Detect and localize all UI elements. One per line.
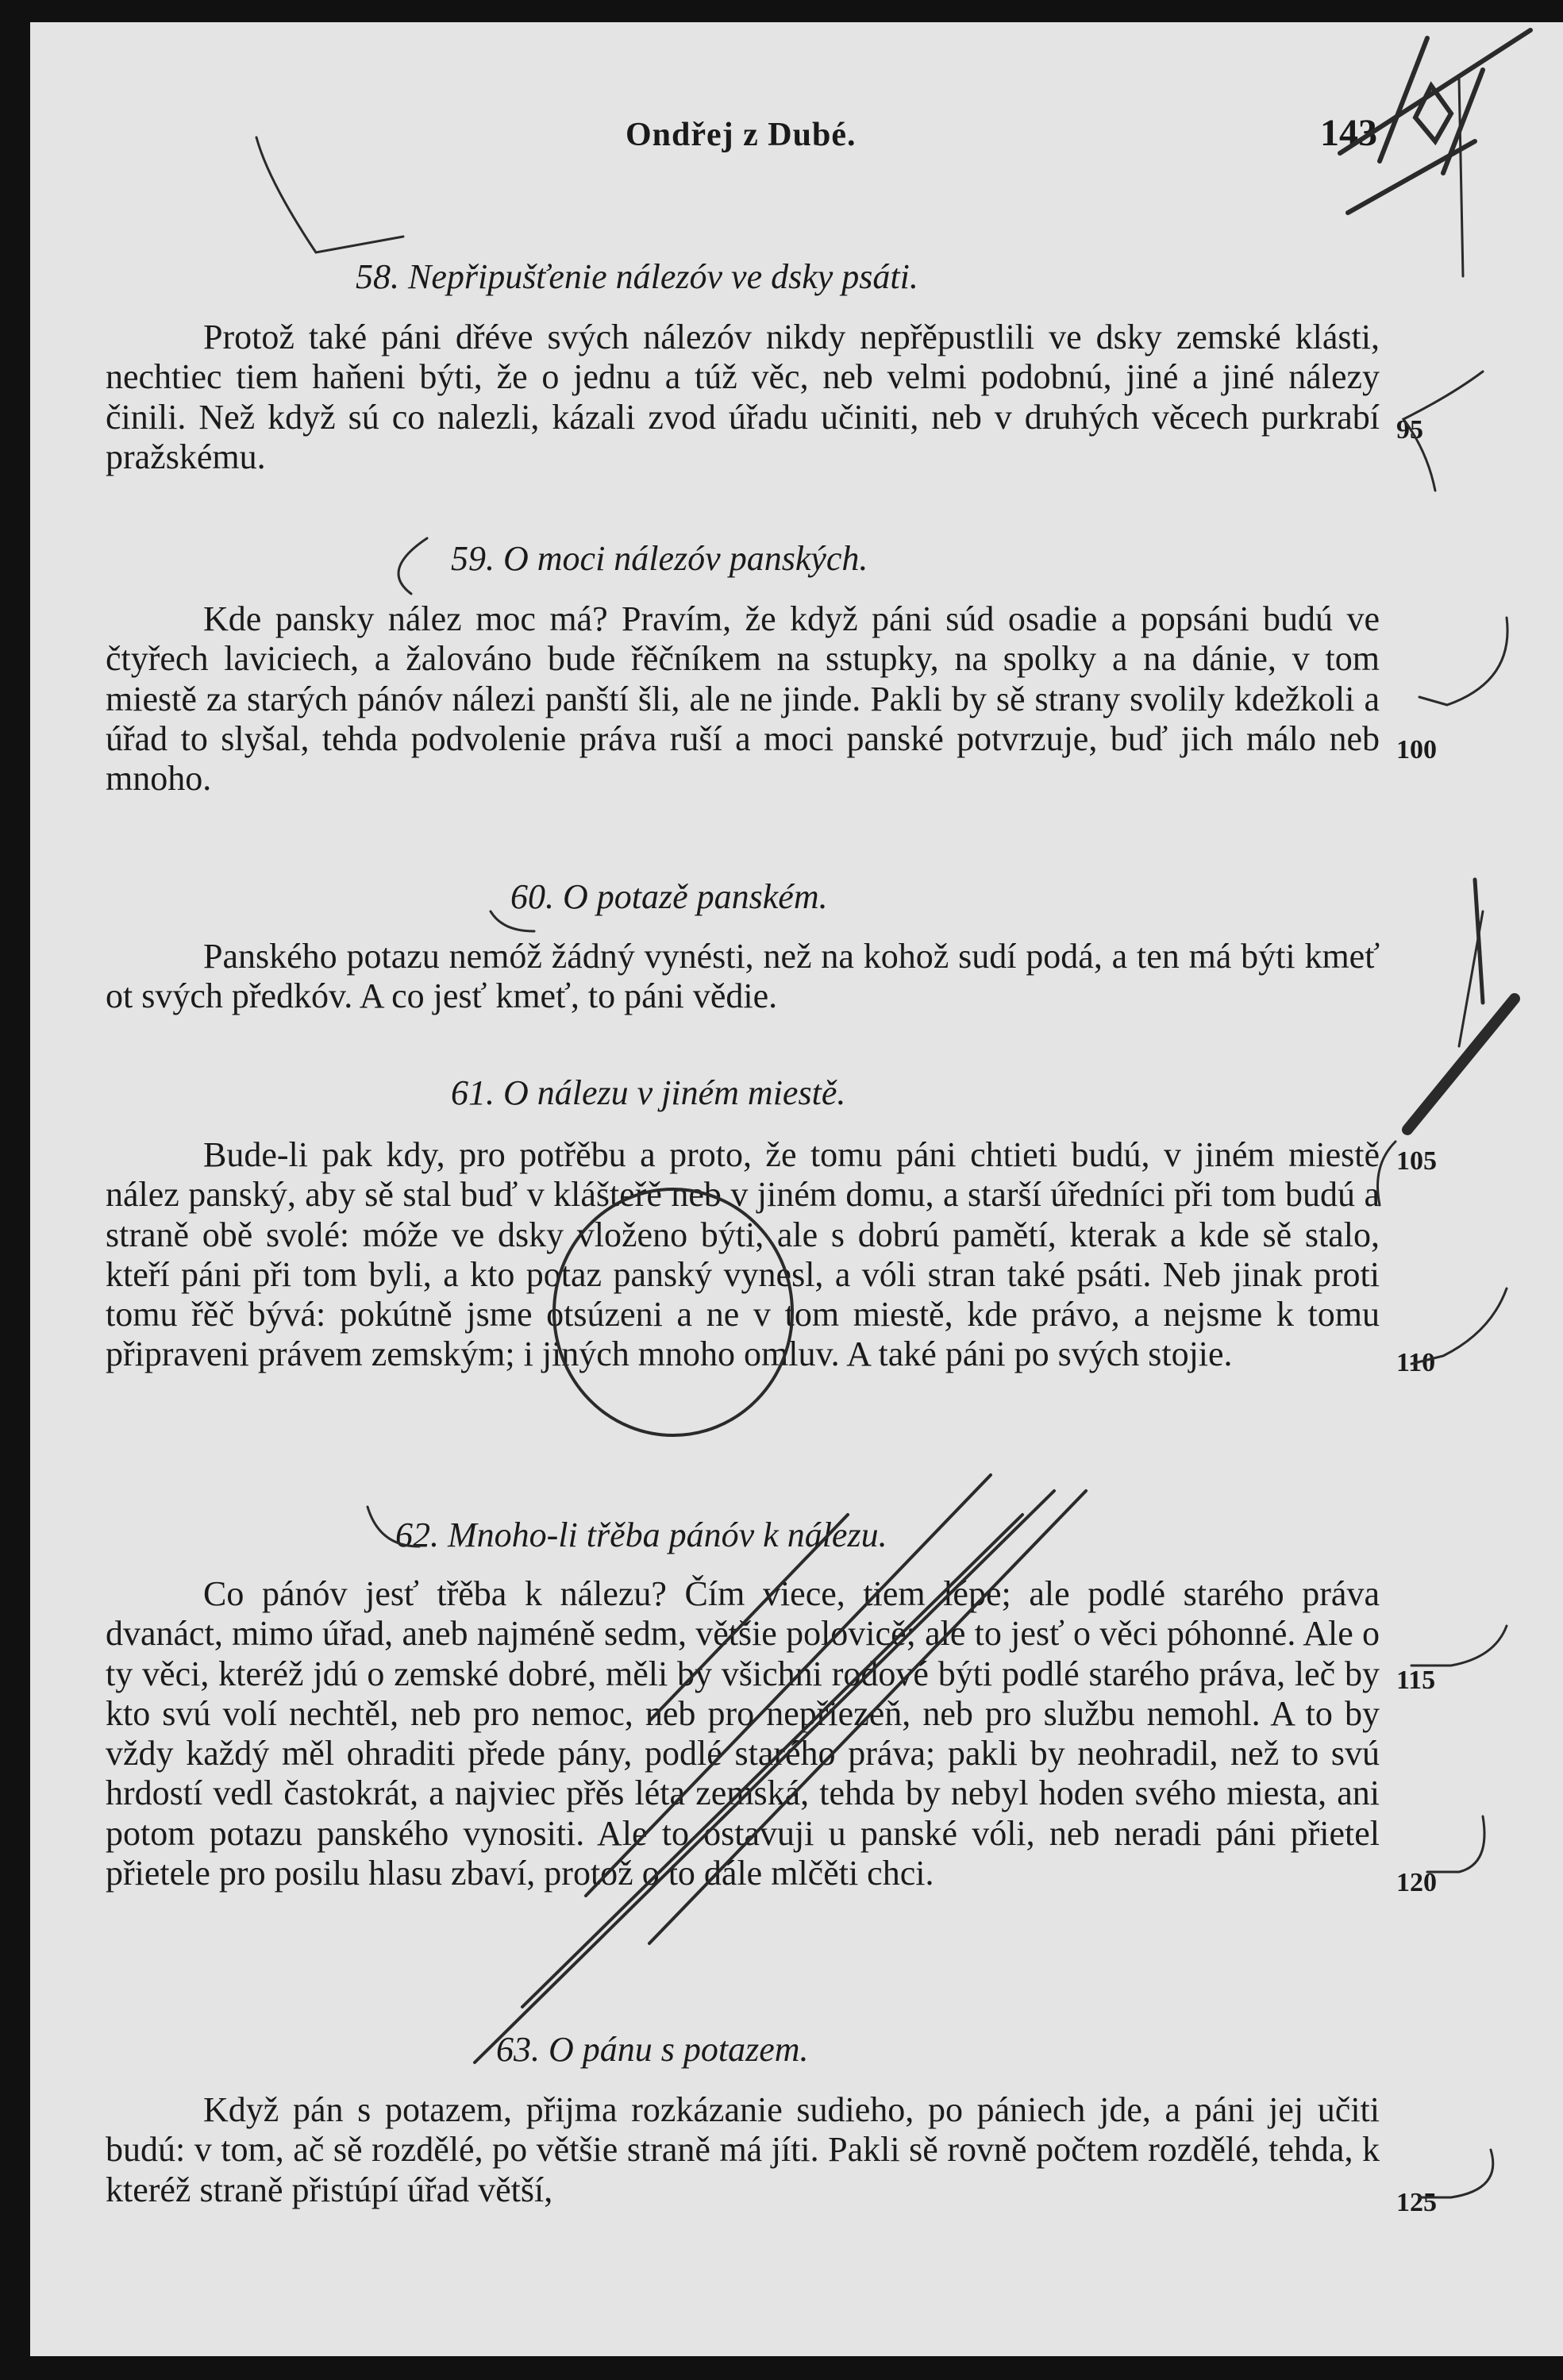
left-curve [398, 538, 427, 594]
left-curve [368, 1507, 419, 1546]
margin-line-number: 105 [1396, 1146, 1437, 1176]
section-heading: 61. O nálezu v jiném miestě. [451, 1073, 846, 1112]
section-paragraph: Panského potazu nemóž žádný vynésti, než na kohož sudí podá, a ten má býti kmeť ot svých předkóv. A co jesť kmeť, to páni vědie. [106, 937, 1380, 1016]
margin-bracket [1427, 1816, 1484, 1872]
margin-slash [1407, 999, 1515, 1130]
strike-lines [475, 1475, 1086, 2062]
margin-bracket [1411, 1288, 1507, 1364]
section-paragraph: Protož také páni dřéve svých nálezóv nikdy nepřěpustlili ve dsky zemské klásti, nechtiec tiem haňeni býti, že o jednu a túž věc, neb velmi podobnú, jiné a jiné nálezy činili. Než když sú co nalezli, kázali zvod úřadu učiniti, neb v druhých věcech purkrabí pražskému. [106, 318, 1380, 476]
section-heading: 59. O moci nálezóv panských. [451, 539, 868, 578]
margin-line-number: 110 [1396, 1348, 1436, 1377]
pencil-annotations [30, 22, 1563, 2356]
section-heading: 60. O potazě panském. [510, 877, 828, 916]
section-paragraph: Bude-li pak kdy, pro potřěbu a proto, že tomu páni chtieti budú, v jiném miestě nález panský, aby sě stal buď v klášteřě neb v jiném domu, a starší úředníci při tom budú a straně obě svolé: móže ve dsky vloženo býti, ale s dobrú pamětí, kterak a kde sě stalo, kteří páni při tom byli, a kto potaz panský vynesl, a vóli stran také psáti. Neb jinak proti tomu řěč bývá: pokútně jsme otsúzeni a ne v tom miestě, kde právo, a nejsme k tomu připraveni právem zemským; i jiných mnoho omluv. A také páni po svých stojie. [106, 1135, 1380, 1374]
margin-bracket [1411, 1626, 1507, 1666]
margin-bracket [1403, 372, 1483, 491]
left-curve [256, 137, 403, 252]
margin-bracket [1419, 618, 1507, 705]
running-header-title: Ondřej z Dubé. [626, 117, 857, 153]
margin-bracket [1378, 1142, 1396, 1205]
section-paragraph: Co pánóv jesť třěba k nálezu? Čím viece, tiem lépe; ale podlé starého práva dvanáct, mimo úřad, aneb najméně sedm, většie polovicě; ale to jesť o věci póhonné. Ale o ty věci, kteréž jdú o zemské dobré, měli by všichni rodové býti podlé starého práva, leč by kto svú volí nechtěl, neb pro nemoc, neb pro nepřiezeň, neb pro službu nemohl. A to by vždy každý měl ohraditi přede pány, podlé starého práva; pakli by neohradil, než to svú hrdostí vedl častokrát, a najviec přěs léta zemská, tehda by nebyl hoden svého miesta, ani potom potazu panského vynositi. Ale to ostavuji u panské vóli, neb neradi páni přietel přietele pro posilu hlasu zbaví, protož o to dále mlčěti chci. [106, 1574, 1380, 1893]
margin-line-number: 100 [1396, 735, 1437, 764]
section-paragraph: Kde pansky nález moc má? Pravím, že když páni súd osadie a popsáni budú ve čtyřech laviciech, a žalováno bude řěčníkem na sstupky, na spolky a na dánie, v tom miestě za starých pánóv nálezi panští šli, ale ne jinde. Pakli by sě strany svolily kdežkoli a úřad to slyšal, tehda podvolenie práva ruší a moci panské potvrzuje, buď jich málo neb mnoho. [106, 599, 1380, 799]
section-paragraph: Když pán s potazem, přijma rozkázanie sudieho, po pániech jde, a páni jej učiti budú: v tom, ač sě rozdělé, po většie straně má jíti. Pakli sě rovně počtem rozdělé, tehda, k kteréž straně přistúpí úřad větší, [106, 2090, 1380, 2209]
margin-tick [1475, 880, 1483, 1003]
corner-scribble [1340, 30, 1530, 276]
section-heading: 63. O pánu s potazem. [496, 2030, 809, 2069]
margin-tick [1459, 911, 1483, 1046]
margin-line-number: 125 [1396, 2188, 1437, 2217]
ink-ellipse [554, 1189, 792, 1435]
margin-bracket [1419, 2150, 1493, 2197]
margin-line-number: 120 [1396, 1868, 1437, 1897]
left-curve [491, 911, 534, 931]
margin-line-number: 115 [1396, 1666, 1436, 1695]
book-page [30, 22, 1563, 2356]
page-number: 143 [1320, 112, 1377, 154]
margin-line-number: 95 [1396, 415, 1423, 445]
section-heading: 58. Nepřipušťenie nálezóv ve dsky psáti. [356, 257, 918, 296]
section-heading: 62. Mnoho-li třěba pánóv k nálezu. [395, 1515, 887, 1554]
